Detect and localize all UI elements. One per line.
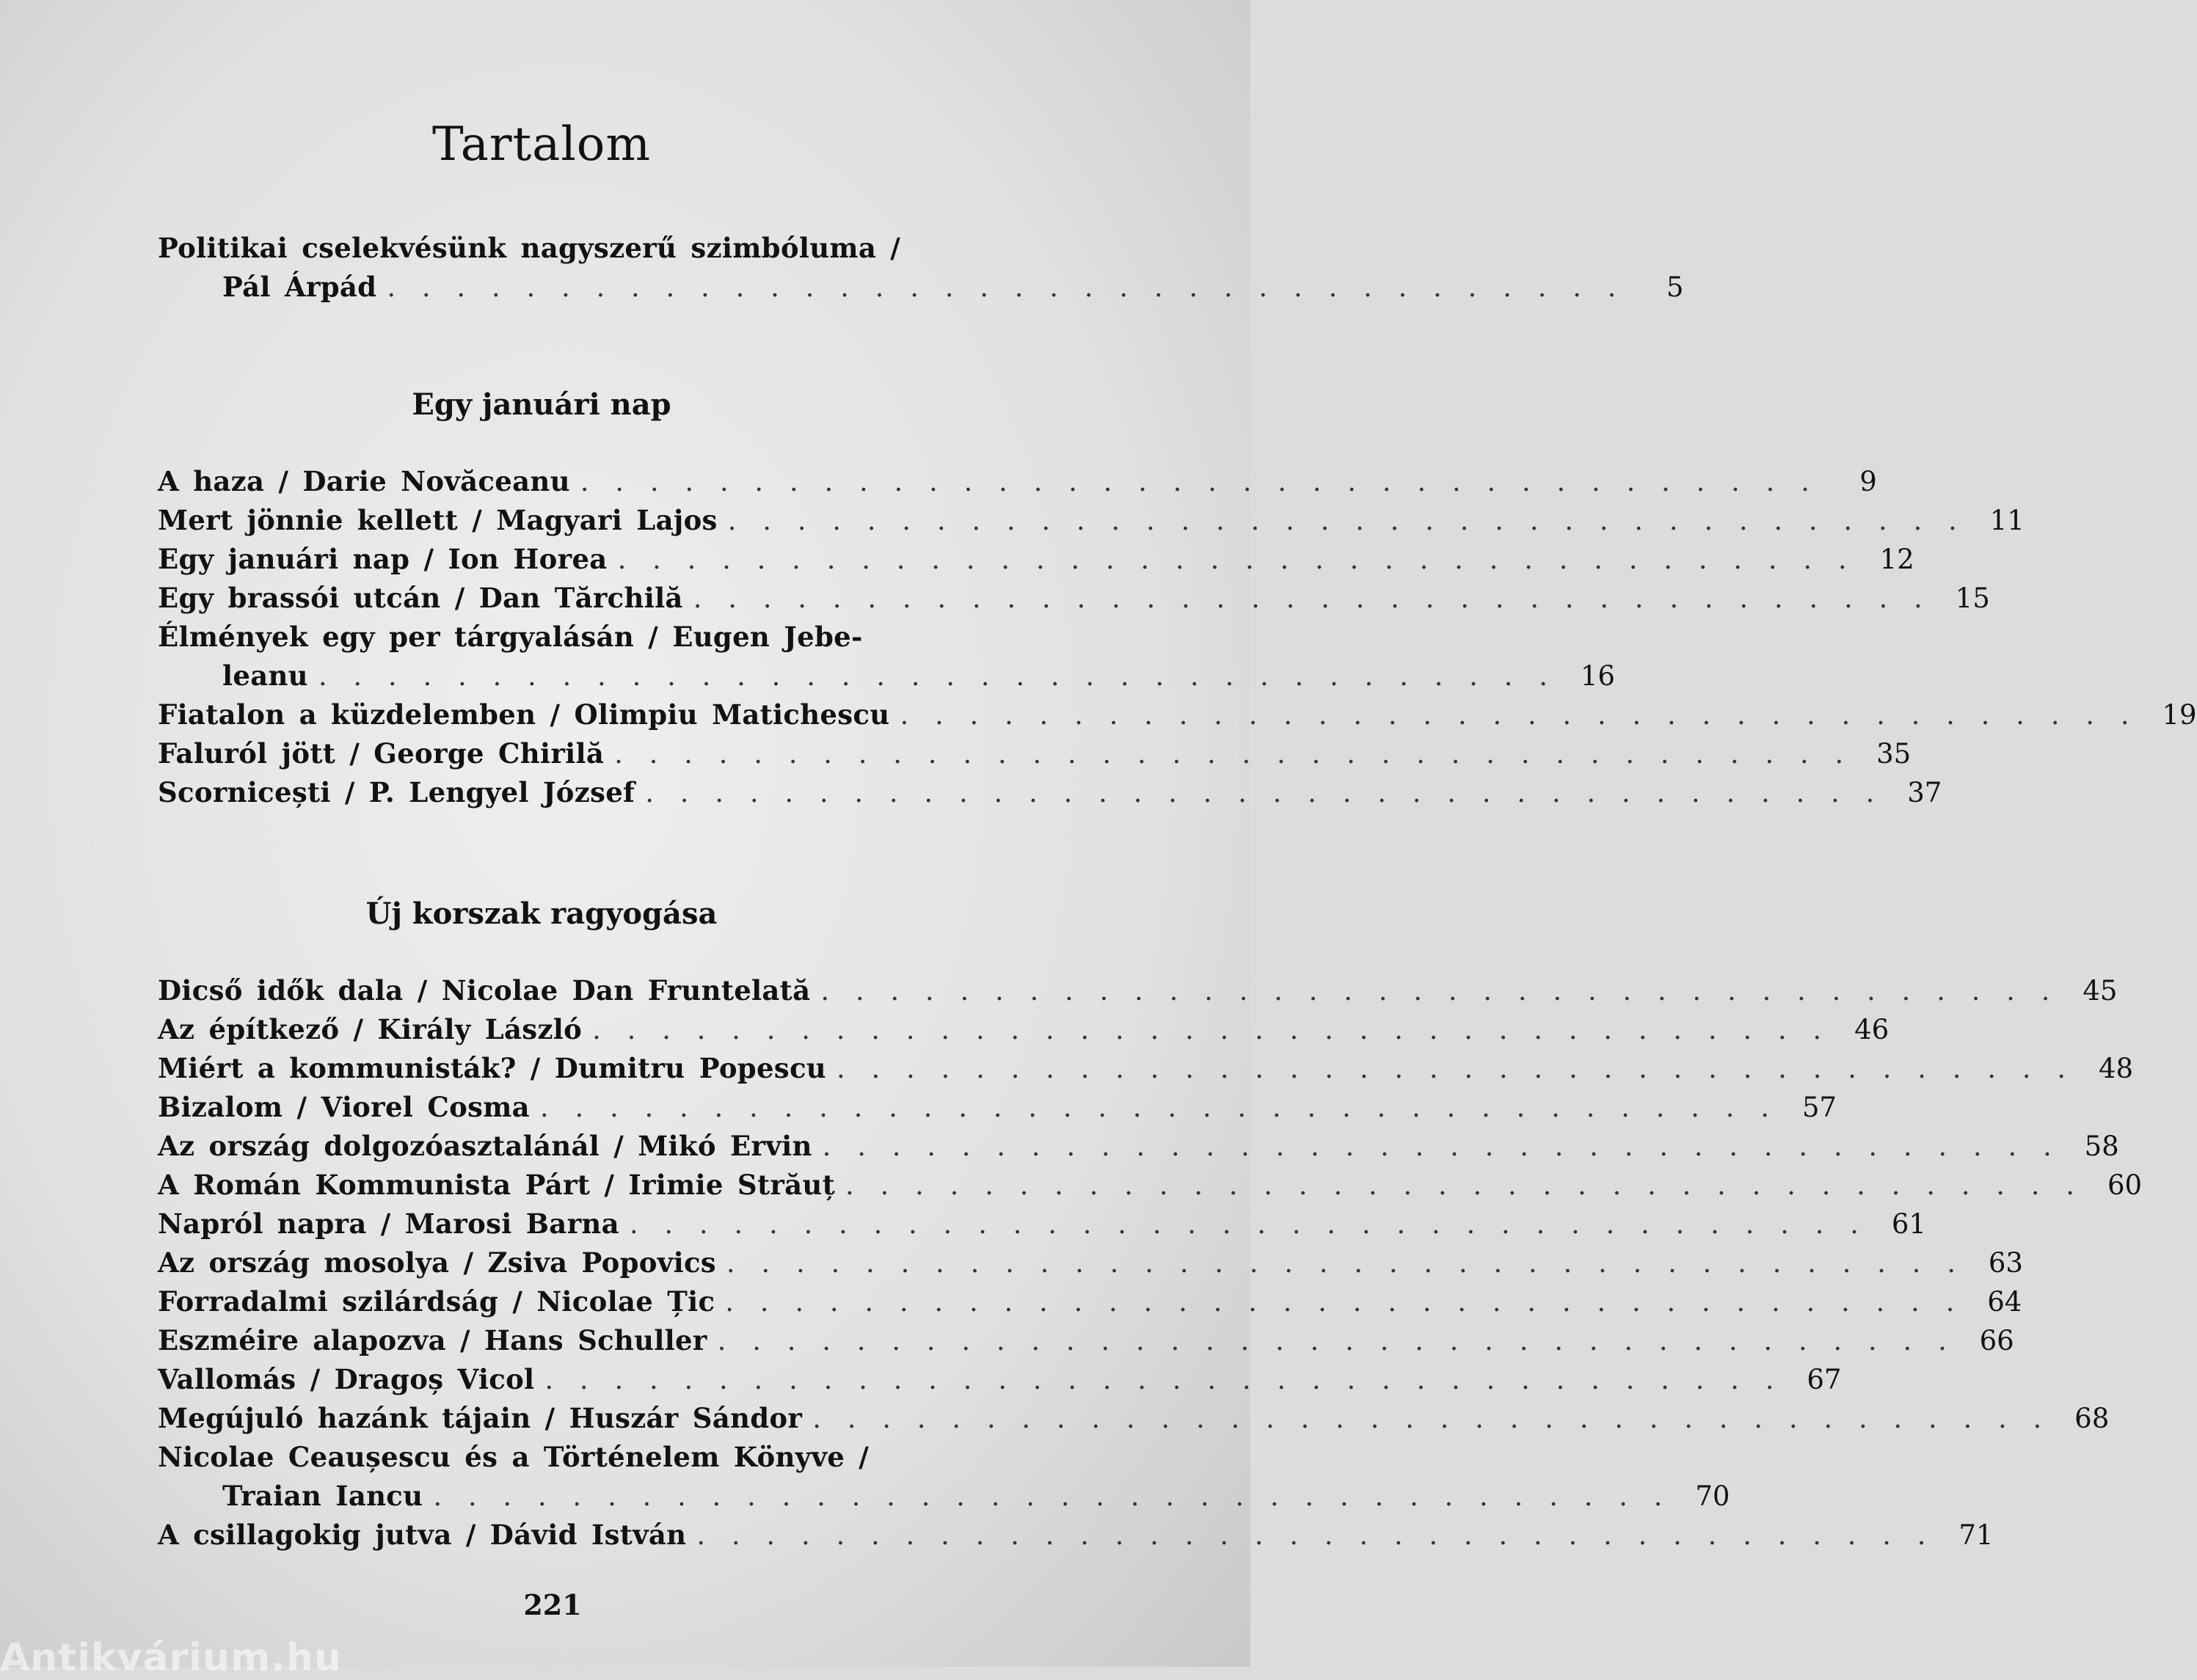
toc-page-number: 45	[2083, 975, 2118, 1007]
toc-entry	[158, 1399, 2110, 1438]
section-heading: Egy januári nap	[412, 387, 671, 422]
leader-dots: . . . . . . . . . . . . . . . . . . . . . . . . . . . . . . . . . . . .	[836, 1053, 2075, 1084]
toc-page-number: 12	[1879, 544, 1914, 575]
toc-page-number: 48	[2098, 1053, 2134, 1084]
leader-dots: . . . . . . . . . . . . . . . . . . . . . . . . . . . . . . . . . . . .	[820, 975, 2059, 1007]
toc-entry-text: Napról napra / Marosi Barna	[158, 1208, 619, 1240]
toc-entry	[158, 773, 1942, 812]
toc-entry-text: Dicső idők dala / Nicolae Dan Fruntelată	[158, 974, 811, 1007]
toc-entry	[158, 1088, 1837, 1127]
toc-entry-text: Traian Iancu	[222, 1480, 423, 1512]
toc-entry	[158, 501, 2025, 540]
toc-page-number: 57	[1801, 1092, 1837, 1123]
toc-entry-text: A haza / Darie Novăceanu	[158, 465, 570, 497]
toc-page-number: 9	[1859, 466, 1877, 497]
toc-entry-text: Mert jönnie kellett / Magyari Lajos	[158, 504, 718, 536]
toc-page-number: 5	[1666, 271, 1684, 303]
toc-entry	[158, 695, 2197, 734]
toc-page-number: 19	[2162, 699, 2197, 731]
toc-entry-text: Egy januári nap / Ion Horea	[158, 543, 608, 575]
section-heading: Új korszak ragyogása	[365, 896, 718, 931]
page-number: 221	[523, 1588, 582, 1621]
toc-entry	[158, 540, 1914, 579]
toc-entry-text: Miért a kommunisták? / Dumitru Popescu	[158, 1052, 826, 1084]
leader-dots: . . . . . . . . . . . . . . . . . . . . . . . . . . . . . . . . . . . .	[544, 1364, 1783, 1395]
watermark: Antikvárium.hu	[0, 1636, 342, 1680]
toc-entry-text: A Román Kommunista Párt / Irimie Străuț	[158, 1169, 835, 1201]
toc-page-number: 15	[1955, 582, 1990, 614]
toc-entry-text: Eszméire alapozva / Hans Schuller	[158, 1324, 707, 1356]
toc-entry-text: Egy brassói utcán / Dan Tărchilă	[158, 582, 683, 614]
toc-page-number: 66	[1979, 1325, 2014, 1356]
leader-dots: . . . . . . . . . . . . . . . . . . . . . . . . . . . . . . . . . . . .	[726, 1247, 1964, 1279]
toc-page-number: 35	[1876, 738, 1912, 770]
toc-entry-text: leanu	[222, 660, 308, 692]
leader-dots: . . . . . . . . . . . . . . . . . . . . . . . . . . . . . . . . . . . .	[629, 1208, 1868, 1240]
leader-dots: . . . . . . . . . . . . . . . . . . . . . . . . . . . . . . . . . . . .	[539, 1092, 1778, 1123]
toc-page-number: 71	[1959, 1519, 1994, 1551]
leader-dots: . . . . . . . . . . . . . . . . . . . . . . . . . . . . . . . . . . . .	[387, 271, 1625, 303]
leader-dots: . . . . . . . . . . . . . . . . . . . . . . . . . . . . . . . . . . . .	[580, 466, 1818, 497]
toc-page-number: 64	[1987, 1286, 2022, 1318]
toc-page-number: 68	[2074, 1403, 2110, 1434]
toc-entry-text: Scornicești / P. Lengyel József	[158, 776, 635, 808]
toc-page-number: 63	[1988, 1247, 2023, 1279]
toc-entry-text: Vallomás / Dragoș Vicol	[158, 1363, 535, 1395]
leader-dots: . . . . . . . . . . . . . . . . . . . . . . . . . . . . . . . . . . . .	[433, 1480, 1672, 1512]
toc-entry-text: Az ország dolgozóasztalánál / Mikó Ervin	[158, 1130, 812, 1162]
leader-dots: . . . . . . . . . . . . . . . . . . . . . . . . . . . . . . . . . . . .	[725, 1286, 1964, 1318]
page-title: Tartalom	[431, 117, 652, 172]
toc-entry	[158, 1243, 2023, 1282]
toc-entry	[158, 229, 936, 268]
leader-dots: . . . . . . . . . . . . . . . . . . . . . . . . . . . . . . . . . . . .	[592, 1014, 1831, 1045]
toc-page-number: 67	[1807, 1364, 1842, 1395]
toc-page-number: 60	[2107, 1169, 2143, 1201]
toc-entry-continuation	[158, 1477, 1730, 1516]
toc-entry	[158, 1166, 2143, 1205]
toc-page-number: 11	[1989, 505, 2025, 536]
toc-entry	[158, 1049, 2134, 1088]
toc-entry-text: A csillagokig jutva / Dávid István	[158, 1519, 687, 1551]
toc-entry-text: Az ország mosolya / Zsiva Popovics	[158, 1246, 716, 1279]
toc-entry	[158, 1360, 1842, 1399]
toc-page-number: 61	[1891, 1208, 1926, 1240]
leader-dots: . . . . . . . . . . . . . . . . . . . . . . . . . . . . . . . . . . . .	[614, 738, 1853, 770]
toc-entry	[158, 1010, 1890, 1049]
toc-entry-text: Fiatalon a küzdelemben / Olimpiu Matichescu	[158, 698, 890, 731]
leader-dots: . . . . . . . . . . . . . . . . . . . . . . . . . . . . . . . . . . . .	[696, 1519, 1935, 1551]
toc-entry-text: Forradalmi szilárdság / Nicolae Țic	[158, 1285, 715, 1318]
toc-entry	[158, 1127, 2119, 1166]
toc-page-number: 70	[1695, 1480, 1730, 1512]
toc-entry	[158, 618, 936, 657]
toc-page-number: 37	[1907, 777, 1942, 808]
toc-entry	[158, 462, 1877, 501]
toc-entry	[158, 1438, 936, 1477]
leader-dots: . . . . . . . . . . . . . . . . . . . . . . . . . . . . . . . . . . . .	[822, 1131, 2061, 1162]
toc-entry-text: Az építkező / Király László	[158, 1013, 583, 1045]
toc-entry	[158, 1205, 1926, 1243]
toc-entry	[158, 734, 1912, 773]
leader-dots: . . . . . . . . . . . . . . . . . . . . . . . . . . . . . . . . . . . .	[717, 1325, 1956, 1356]
leader-dots: . . . . . . . . . . . . . . . . . . . . . . . . . . . . . . . . . . . .	[693, 582, 1931, 614]
toc-page-number: 16	[1580, 660, 1615, 692]
toc-entry-text: Bizalom / Viorel Cosma	[158, 1091, 530, 1123]
toc-entry	[158, 1321, 2014, 1360]
leader-dots: . . . . . . . . . . . . . . . . . . . . . . . . . . . . . . . . . . . .	[318, 660, 1556, 692]
toc-entry-text: Faluról jött / George Chirilă	[158, 737, 605, 770]
toc-entry-text: Megújuló hazánk tájain / Huszár Sándor	[158, 1402, 803, 1434]
toc-page-number: 46	[1854, 1014, 1890, 1045]
leader-dots: . . . . . . . . . . . . . . . . . . . . . . . . . . . . . . . . . . . .	[812, 1403, 2051, 1434]
leader-dots: . . . . . . . . . . . . . . . . . . . . . . . . . . . . . . . . . . . .	[900, 699, 2138, 731]
leader-dots: . . . . . . . . . . . . . . . . . . . . . . . . . . . . . . . . . . . .	[617, 544, 1856, 575]
toc-entry-text: Pál Árpád	[222, 271, 377, 303]
toc-entry-continuation	[158, 268, 1684, 307]
toc-entry-text: Nicolae Ceaușescu és a Történelem Könyve /	[158, 1441, 870, 1473]
leader-dots: . . . . . . . . . . . . . . . . . . . . . . . . . . . . . . . . . . . .	[645, 777, 1884, 808]
toc-entry-text: Élmények egy per tárgyalásán / Eugen Jebe-	[158, 621, 863, 653]
toc-entry	[158, 1516, 1994, 1555]
toc-entry-continuation	[158, 657, 1615, 695]
toc-entry	[158, 579, 1990, 618]
toc-page-number: 58	[2084, 1131, 2119, 1162]
toc-entry	[158, 971, 2118, 1010]
leader-dots: . . . . . . . . . . . . . . . . . . . . . . . . . . . . . . . . . . . .	[727, 505, 1966, 536]
toc-entry	[158, 1282, 2022, 1321]
toc-entry-text: Politikai cselekvésünk nagyszerű szimbóluma /	[158, 232, 901, 264]
leader-dots: . . . . . . . . . . . . . . . . . . . . . . . . . . . . . . . . . . . .	[845, 1169, 2084, 1201]
